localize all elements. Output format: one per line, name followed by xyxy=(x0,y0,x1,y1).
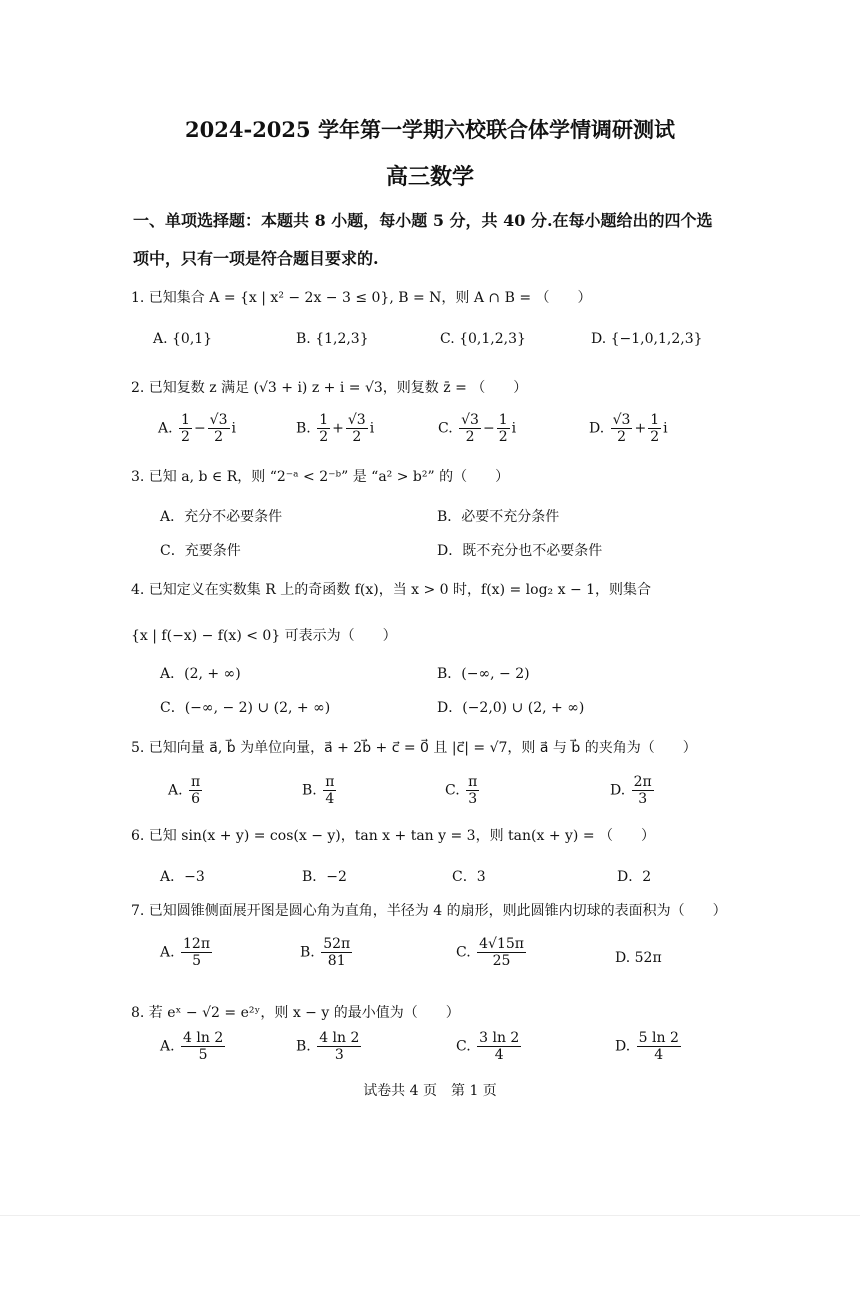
denominator: 6 xyxy=(191,791,201,808)
fraction xyxy=(477,1030,521,1063)
numerator: π xyxy=(468,774,478,790)
operator: + xyxy=(634,420,647,437)
question-6-option-b: B．−2 xyxy=(302,869,347,885)
question-5-option-b xyxy=(302,774,338,807)
question-4-option-a: A．(2, + ∞) xyxy=(160,666,241,682)
question-1-option-c: C. {0,1,2,3} xyxy=(440,331,526,347)
question-2-stem: 2. 已知复数 z 满足 (√3 + i) z + i = √3，则复数 z̄ = （ ） xyxy=(131,380,528,396)
fraction xyxy=(632,774,654,807)
numerator: π xyxy=(191,774,201,790)
denominator: 2 xyxy=(617,429,627,446)
question-3-option-d: D．既不充分也不必要条件 xyxy=(437,543,603,559)
denominator: 2 xyxy=(498,429,508,446)
exam-subject: 高三数学 xyxy=(385,164,474,190)
numerator: 2π xyxy=(633,774,652,790)
denominator: 2 xyxy=(319,429,329,446)
question-8-option-d xyxy=(615,1030,683,1063)
question-7-option-b xyxy=(300,936,354,969)
option-label: A. xyxy=(158,420,173,437)
denominator: 4 xyxy=(654,1047,664,1064)
question-5-option-c xyxy=(445,774,481,807)
question-3-option-c: C．充要条件 xyxy=(160,543,241,559)
question-1-option-d: D. {−1,0,1,2,3} xyxy=(591,331,703,347)
denominator: 2 xyxy=(214,429,224,446)
denominator: 81 xyxy=(327,953,346,970)
page-footer: 试卷共 4 页 第 1 页 xyxy=(363,1083,497,1099)
fraction xyxy=(208,412,230,445)
option-label: D. xyxy=(589,420,605,437)
question-3-stem: 3. 已知 a, b ∈ R，则 “2⁻ᵃ < 2⁻ᵇ” 是 “a² > b²” 的（ ） xyxy=(131,469,510,485)
option-label: D. xyxy=(615,1038,631,1055)
numerator: 4 ln 2 xyxy=(183,1030,224,1046)
fraction xyxy=(321,936,352,969)
question-4-stem-cont: {x | f(−x) − f(x) < 0} 可表示为（ ） xyxy=(131,628,397,644)
question-8-option-a xyxy=(160,1030,227,1063)
numerator: 52π xyxy=(323,936,351,952)
section-heading-line1: 一、单项选择题：本题共 8 小题，每小题 5 分，共 40 分.在每小题给出的四个选 xyxy=(133,211,713,230)
question-2-option-c xyxy=(438,412,516,445)
denominator: 4 xyxy=(494,1047,504,1064)
option-label: A. xyxy=(160,944,175,961)
section-heading-line2: 项中，只有一项是符合题目要求的. xyxy=(133,249,379,268)
option-label: A. xyxy=(168,782,183,799)
fraction xyxy=(189,774,202,807)
question-3-option-a: A．充分不必要条件 xyxy=(160,509,283,525)
numerator: 1 xyxy=(319,412,329,428)
question-7-option-d xyxy=(615,950,662,966)
operator: − xyxy=(482,420,495,437)
option-label: C. xyxy=(456,1038,471,1055)
fraction xyxy=(611,412,633,445)
numerator: 1 xyxy=(498,412,508,428)
question-8-option-c xyxy=(456,1030,523,1063)
question-4-option-c: C．(−∞, − 2) ∪ (2, + ∞) xyxy=(160,700,331,716)
denominator: 2 xyxy=(181,429,190,446)
option-label: B. xyxy=(300,944,315,961)
question-6-option-a: A．−3 xyxy=(160,869,205,885)
fraction xyxy=(477,936,526,969)
imaginary-unit: i xyxy=(369,420,375,437)
option-value: 52π xyxy=(634,950,662,966)
question-7-option-c xyxy=(456,936,528,969)
question-4-option-d: D．(−2,0) ∪ (2, + ∞) xyxy=(437,700,585,716)
numerator: 3 ln 2 xyxy=(479,1030,520,1046)
fraction xyxy=(181,1030,225,1063)
question-5-stem: 5. 已知向量 a⃗, b⃗ 为单位向量，a⃗ + 2b⃗ + c⃗ = 0⃗ 且 |c⃗| = √7，则 a⃗ 与 b⃗ 的夹角为（ ） xyxy=(131,740,697,756)
denominator: 25 xyxy=(492,953,511,970)
fraction xyxy=(648,412,661,445)
numerator: 4 ln 2 xyxy=(319,1030,360,1046)
numerator: √3 xyxy=(612,412,631,428)
question-8-stem: 8. 若 eˣ − √2 = e²ʸ，则 x − y 的最小值为（ ） xyxy=(131,1005,460,1021)
operator: + xyxy=(332,420,344,437)
question-6-option-d: D．2 xyxy=(617,869,652,885)
numerator: √3 xyxy=(461,412,479,428)
numerator: 12π xyxy=(183,936,211,952)
denominator: 5 xyxy=(192,953,201,970)
denominator: 3 xyxy=(334,1047,344,1064)
question-3-option-b: B．必要不充分条件 xyxy=(437,509,560,525)
imaginary-unit: i xyxy=(663,420,668,437)
numerator: 4√15π xyxy=(479,936,524,952)
question-2-option-a xyxy=(158,412,236,445)
fraction xyxy=(637,1030,681,1063)
option-label: B. xyxy=(302,782,317,799)
denominator: 3 xyxy=(638,791,648,808)
denominator: 2 xyxy=(352,429,362,446)
scan-edge-divider xyxy=(0,1215,860,1216)
option-label: B. xyxy=(296,420,311,437)
numerator: √3 xyxy=(347,412,366,428)
operator: − xyxy=(193,420,206,437)
fraction xyxy=(466,774,479,807)
question-2-option-b xyxy=(296,412,374,445)
numerator: √3 xyxy=(209,412,228,428)
fraction xyxy=(497,412,510,445)
option-label: D. xyxy=(610,782,626,799)
question-7-option-a xyxy=(160,936,214,969)
question-6-option-c: C．3 xyxy=(452,869,486,885)
numerator: 1 xyxy=(650,412,660,428)
option-label: D. xyxy=(615,950,631,966)
imaginary-unit: i xyxy=(511,420,517,437)
question-4-option-b: B．(−∞, − 2) xyxy=(437,666,530,682)
numerator: π xyxy=(325,774,335,790)
question-6-stem: 6. 已知 sin(x + y) = cos(x − y)，tan x + tan y = 3，则 tan(x + y) = （ ） xyxy=(131,828,656,844)
question-2-option-d xyxy=(589,412,668,445)
question-4-stem: 4. 已知定义在实数集 R 上的奇函数 f(x)，当 x > 0 时，f(x) = log₂ x − 1，则集合 xyxy=(131,582,652,598)
denominator: 3 xyxy=(468,791,478,808)
question-1-stem: 1. 已知集合 A = {x | x² − 2x − 3 ≤ 0}, B = N，则 A ∩ B = （ ） xyxy=(131,290,592,306)
fraction xyxy=(317,412,330,445)
fraction xyxy=(317,1030,361,1063)
denominator: 2 xyxy=(650,429,660,446)
question-8-option-b xyxy=(296,1030,363,1063)
option-label: B. xyxy=(296,1038,311,1055)
option-label: C. xyxy=(456,944,471,961)
question-1-option-b: B. {1,2,3} xyxy=(296,331,369,347)
numerator: 1 xyxy=(181,412,190,428)
question-7-stem: 7. 已知圆锥侧面展开图是圆心角为直角，半径为 4 的扇形，则此圆锥内切球的表面积为（ ） xyxy=(131,903,727,919)
exam-title: 2024-2025 学年第一学期六校联合体学情调研测试 xyxy=(185,117,675,142)
imaginary-unit: i xyxy=(231,420,236,437)
option-label: C. xyxy=(445,782,460,799)
denominator: 4 xyxy=(325,791,335,808)
question-5-option-d xyxy=(610,774,656,807)
fraction xyxy=(346,412,368,445)
question-5-option-a xyxy=(168,774,204,807)
option-label: A. xyxy=(160,1038,175,1055)
denominator: 5 xyxy=(198,1047,208,1064)
question-1-option-a: A. {0,1} xyxy=(153,331,213,347)
fraction xyxy=(179,412,192,445)
numerator: 5 ln 2 xyxy=(638,1030,679,1046)
fraction xyxy=(323,774,336,807)
option-label: C. xyxy=(438,420,453,437)
fraction xyxy=(181,936,212,969)
fraction xyxy=(459,412,481,445)
denominator: 2 xyxy=(465,429,475,446)
